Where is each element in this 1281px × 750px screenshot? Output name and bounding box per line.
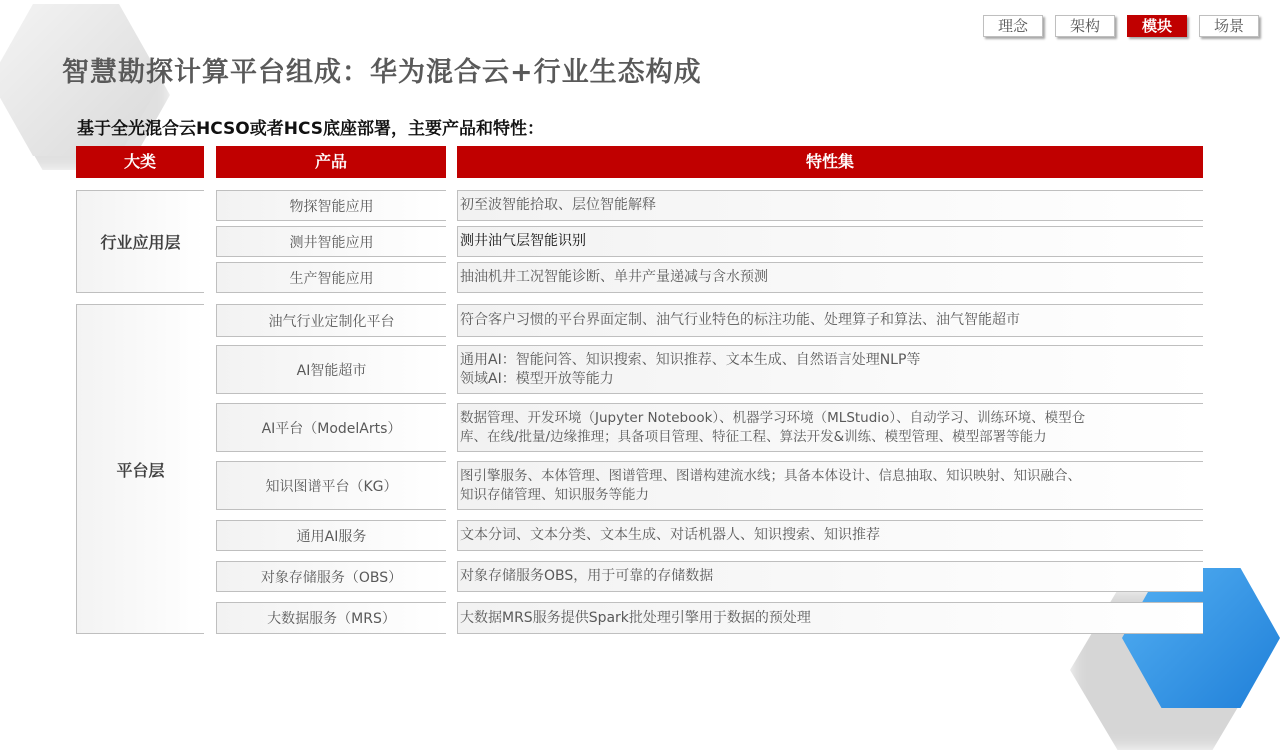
header-features: 特性集 [457,146,1203,178]
product-cell: 大数据服务（MRS） [216,602,446,634]
category-platform-layer: 平台层 [76,304,204,634]
product-cell: AI平台（ModelArts） [216,403,446,452]
tab-modules[interactable]: 模块 [1127,15,1187,37]
features-cell [457,561,1203,592]
features-cell [457,226,1203,257]
features-cell [457,403,1203,452]
page-subtitle: 基于全光混合云HCSO或者HCS底座部署，主要产品和特性： [77,119,544,139]
feature-line: 图引擎服务、本体管理、图谱管理、图谱构建流水线；具备本体设计、信息抽取、知识映射、知识融合、 [460,467,1081,484]
features-cell [457,461,1203,510]
product-cell: 知识图谱平台（KG） [216,461,446,510]
feature-line: 库、在线/批量/边缘推理；具备项目管理、特征工程、算法开发&训练、模型管理、模型部署等能力 [460,428,1047,445]
tab-scenarios[interactable]: 场景 [1199,15,1259,37]
product-cell: 油气行业定制化平台 [216,304,446,337]
features-cell [457,345,1203,394]
product-cell: 物探智能应用 [216,190,446,221]
features-cell [457,262,1203,293]
feature-line: 测井油气层智能识别 [460,233,586,249]
tab-concept[interactable]: 理念 [983,15,1043,37]
category-industry-app-layer: 行业应用层 [76,190,204,293]
features-cell [457,304,1203,337]
page-title: 智慧勘探计算平台组成：华为混合云+行业生态构成 [62,57,702,88]
feature-line: 领域AI：模型开放等能力 [460,370,614,387]
feature-line: 对象存储服务OBS，用于可靠的存储数据 [460,568,714,584]
product-cell: 生产智能应用 [216,262,446,293]
feature-line: 知识存储管理、知识服务等能力 [460,486,649,503]
features-cell [457,602,1203,634]
section-nav [983,15,1259,37]
feature-line: 大数据MRS服务提供Spark批处理引擎用于数据的预处理 [460,609,811,626]
tab-architecture[interactable]: 架构 [1055,15,1115,37]
product-cell: 通用AI服务 [216,520,446,551]
header-product: 产品 [216,146,446,178]
product-cell: 对象存储服务（OBS） [216,561,446,592]
feature-line: 抽油机井工况智能诊断、单井产量递减与含水预测 [460,269,768,285]
feature-line: 数据管理、开发环境（Jupyter Notebook）、机器学习环境（MLStudio）、自动学习、训练环境、模型仓 [460,409,1086,426]
feature-line: 文本分词、文本分类、文本生成、对话机器人、知识搜索、知识推荐 [460,527,880,543]
feature-line: 通用AI：智能问答、知识搜索、知识推荐、文本生成、自然语言处理NLP等 [460,351,921,368]
product-cell: AI智能超市 [216,345,446,394]
feature-line: 初至波智能拾取、层位智能解释 [460,197,656,213]
features-cell [457,190,1203,221]
product-cell: 测井智能应用 [216,226,446,257]
features-cell [457,520,1203,551]
feature-line: 符合客户习惯的平台界面定制、油气行业特色的标注功能、处理算子和算法、油气智能超市 [460,312,1020,328]
header-category: 大类 [76,146,204,178]
